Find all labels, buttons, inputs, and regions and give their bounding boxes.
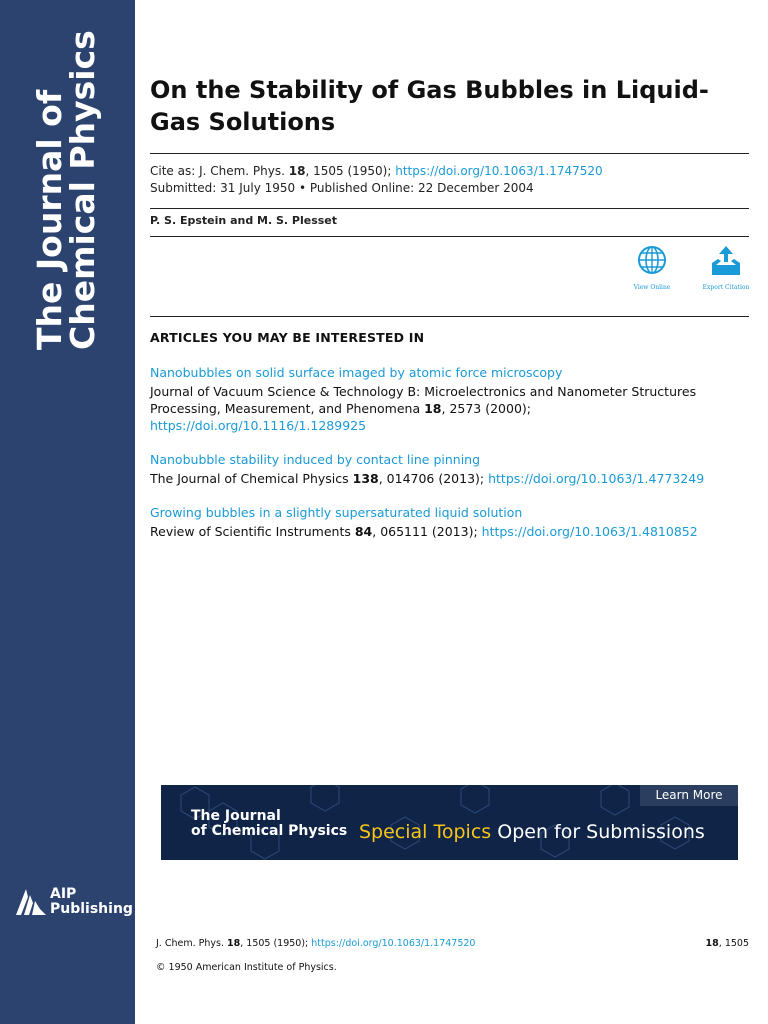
footer-page-ref: [706, 938, 749, 949]
copyright: © 1950 American Institute of Physics.: [156, 962, 337, 973]
banner-journal-name: [191, 809, 347, 839]
banner-special-topics: Special Topics: [359, 821, 492, 843]
related-article-title-link[interactable]: Nanobubble stability induced by contact line pinning: [150, 452, 481, 467]
divider: [150, 316, 749, 317]
page-footer: [156, 938, 749, 949]
footer-doi-link[interactable]: https://doi.org/10.1063/1.1747520: [311, 938, 476, 949]
export-citation-button[interactable]: [696, 245, 756, 291]
aip-logo-icon: [16, 887, 46, 917]
related-article-volume: 138: [352, 471, 379, 486]
aip-publishing-logo[interactable]: [16, 886, 133, 919]
export-citation-label: Export Citation: [702, 284, 750, 291]
article-title: On the Stability of Gas Bubbles in Liquid-Gas Solutions: [150, 76, 709, 136]
footer-page-number: , 1505: [718, 938, 749, 949]
view-online-button[interactable]: [622, 245, 682, 291]
divider: [150, 153, 749, 154]
related-article-journal: The Journal of Chemical Physics: [150, 471, 353, 486]
publisher-name-line1: AIP: [50, 886, 77, 902]
divider: [150, 208, 749, 209]
export-icon: [709, 245, 743, 277]
banner-journal-line2: of Chemical Physics: [191, 823, 348, 839]
journal-name-vertical: [30, 30, 102, 350]
publisher-name-line2: Publishing: [50, 901, 133, 917]
related-article-volume: 84: [354, 524, 373, 539]
journal-sidebar: [0, 0, 135, 1024]
related-article-pages: , 2573 (2000);: [441, 401, 532, 416]
authors: P. S. Epstein and M. S. Plesset: [150, 214, 338, 227]
related-article: [150, 451, 750, 487]
related-article-pages: , 014706 (2013);: [378, 471, 489, 486]
learn-more-button[interactable]: Learn More: [640, 785, 738, 806]
citation-block: [150, 163, 603, 197]
journal-name-line2: Chemical Physics: [63, 30, 102, 350]
related-article: [150, 504, 750, 540]
related-article-title-link[interactable]: Growing bubbles in a slightly supersaturated liquid solution: [150, 505, 523, 520]
related-article-journal: Review of Scientific Instruments: [150, 524, 355, 539]
related-article-journal: Journal of Vacuum Science & Technology B: Microelectronics and Nanometer Structures Processing, Measurement, and Phenomena: [150, 384, 697, 416]
footer-cite-rest: , 1505 (1950);: [240, 938, 312, 949]
divider: [150, 236, 749, 237]
cite-volume: 18: [288, 164, 306, 178]
related-article-doi-link[interactable]: https://doi.org/10.1063/1.4773249: [488, 471, 705, 486]
related-article: [150, 364, 750, 434]
related-article-pages: , 065111 (2013);: [372, 524, 482, 539]
footer-cite-prefix: J. Chem. Phys.: [156, 938, 227, 949]
related-articles-heading: ARTICLES YOU MAY BE INTERESTED IN: [150, 330, 425, 345]
banner-open-submissions: Open for Submissions: [497, 821, 705, 843]
journal-name-line1: The Journal of: [30, 89, 69, 350]
cite-doi-link[interactable]: https://doi.org/10.1063/1.1747520: [395, 164, 603, 178]
view-online-label: View Online: [633, 284, 671, 291]
related-article-doi-link[interactable]: https://doi.org/10.1116/1.1289925: [150, 418, 367, 433]
special-topics-banner[interactable]: [161, 785, 738, 860]
globe-icon: [637, 245, 667, 275]
related-article-title-link[interactable]: Nanobubbles on solid surface imaged by atomic force microscopy: [150, 365, 563, 380]
footer-page-volume: 18: [705, 938, 719, 949]
banner-headline: [359, 821, 705, 843]
footer-volume: 18: [227, 938, 241, 949]
cite-prefix: Cite as: J. Chem. Phys.: [150, 164, 289, 178]
related-article-doi-link[interactable]: https://doi.org/10.1063/1.4810852: [481, 524, 698, 539]
cite-rest: , 1505 (1950);: [305, 164, 396, 178]
related-article-volume: 18: [424, 401, 442, 416]
banner-journal-line1: The Journal: [191, 808, 281, 824]
publication-dates: Submitted: 31 July 1950 • Published Online: 22 December 2004: [150, 181, 534, 195]
